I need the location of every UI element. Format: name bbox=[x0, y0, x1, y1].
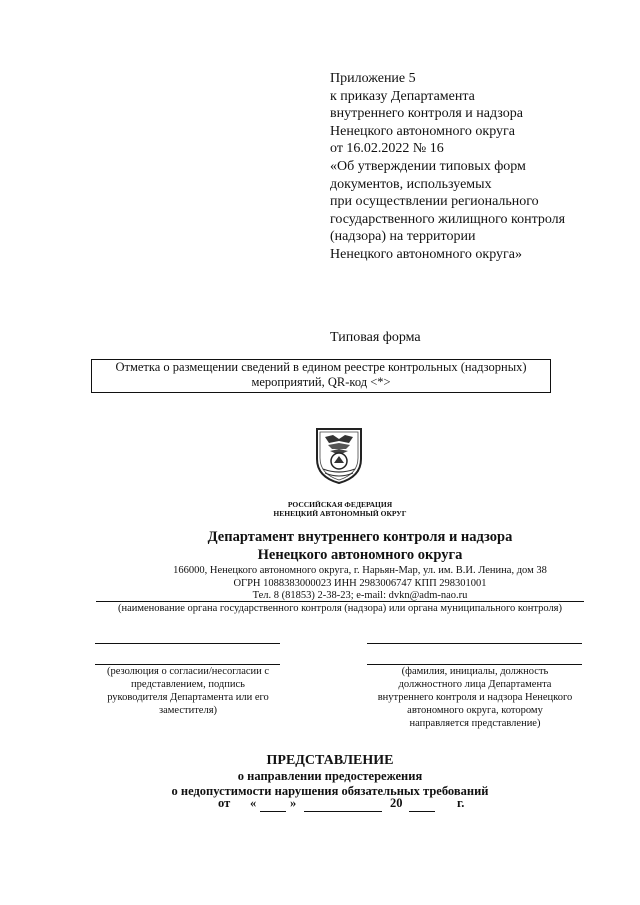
appendix-header bbox=[330, 70, 565, 264]
org-name-caption: (наименование органа государственного контроля (надзора) или органа муниципального контроля) bbox=[117, 603, 563, 614]
appendix-line: внутреннего контроля и надзора bbox=[330, 106, 523, 122]
caption-line: направляется представление) bbox=[409, 718, 541, 729]
address-text: 166000, Ненецкого автономного округа, г. Нарьян-Мар, ул. им. В.И. Ленина, дом 38 bbox=[173, 565, 547, 576]
date-close-quote: » bbox=[290, 796, 297, 810]
date-year-suffix: г. bbox=[457, 796, 465, 810]
appendix-line: к приказу Департамента bbox=[330, 88, 475, 104]
title-subtitle: о недопустимости нарушения обязательных требований bbox=[171, 784, 489, 798]
caption-line: заместителя) bbox=[158, 705, 218, 716]
department-contacts bbox=[100, 565, 620, 603]
caption-line: (резолюция о согласии/несогласии с bbox=[106, 666, 270, 677]
date-open-quote: « bbox=[250, 796, 257, 810]
day-blank bbox=[260, 811, 286, 812]
okrug-text: НЕНЕЦКИЙ АВТОНОМНЫЙ ОКРУГ bbox=[273, 509, 407, 518]
department-name bbox=[140, 528, 580, 564]
registry-mark-line: Отметка о размещении сведений в едином реестре контрольных (надзорных) bbox=[115, 360, 527, 374]
appendix-line: от 16.02.2022 № 16 bbox=[330, 141, 444, 157]
appendix-line: Ненецкого автономного округа bbox=[330, 123, 515, 139]
department-line: Ненецкого автономного округа bbox=[257, 547, 463, 563]
caption-line: автономного округа, которому bbox=[407, 705, 543, 716]
registry-mark-line: мероприятий, QR-код <*> bbox=[251, 375, 391, 389]
left-signature-line bbox=[95, 643, 280, 644]
resolution-caption bbox=[82, 665, 294, 717]
department-line: Департамент внутреннего контроля и надзора bbox=[207, 529, 513, 545]
appendix-line: Приложение 5 bbox=[330, 71, 416, 86]
official-caption bbox=[362, 665, 588, 730]
appendix-line: при осуществлении регионального bbox=[330, 194, 539, 210]
coat-of-arms-icon bbox=[313, 425, 365, 485]
caption-line: должностного лица Департамента bbox=[398, 679, 552, 690]
appendix-line: Ненецкого автономного округа» bbox=[330, 246, 522, 262]
title-main: ПРЕДСТАВЛЕНИЕ bbox=[266, 753, 394, 768]
registration-text: ОГРН 1088383000023 ИНН 2983006747 КПП 298301001 bbox=[233, 577, 487, 589]
form-type-label: Типовая форма bbox=[330, 330, 421, 345]
appendix-line: документов, используемых bbox=[330, 176, 492, 192]
registry-mark-box bbox=[91, 359, 551, 393]
right-signature-line bbox=[367, 643, 582, 644]
caption-line: (фамилия, инициалы, должность bbox=[401, 666, 549, 677]
appendix-line: «Об утверждении типовых форм bbox=[330, 158, 526, 174]
date-from-label: от bbox=[218, 796, 231, 810]
year-blank bbox=[409, 811, 435, 812]
contact-text: Тел. 8 (81853) 2-38-23; e-mail: dvkn@adm-nao.ru bbox=[252, 590, 468, 601]
document-title bbox=[120, 752, 540, 799]
appendix-line: (надзора) на территории bbox=[330, 229, 476, 245]
letterhead-federation bbox=[240, 500, 440, 518]
title-subtitle: о направлении предостережения bbox=[237, 769, 423, 783]
caption-line: внутреннего контроля и надзора Ненецкого bbox=[377, 692, 573, 703]
caption-line: представлением, подпись bbox=[131, 679, 245, 690]
month-blank bbox=[304, 811, 382, 812]
date-year-prefix: 20 bbox=[390, 796, 403, 810]
federation-text: РОССИЙСКАЯ ФЕДЕРАЦИЯ bbox=[287, 500, 393, 509]
caption-line: руководителя Департамента или его bbox=[107, 692, 269, 703]
appendix-line: государственного жилищного контроля bbox=[330, 211, 566, 227]
